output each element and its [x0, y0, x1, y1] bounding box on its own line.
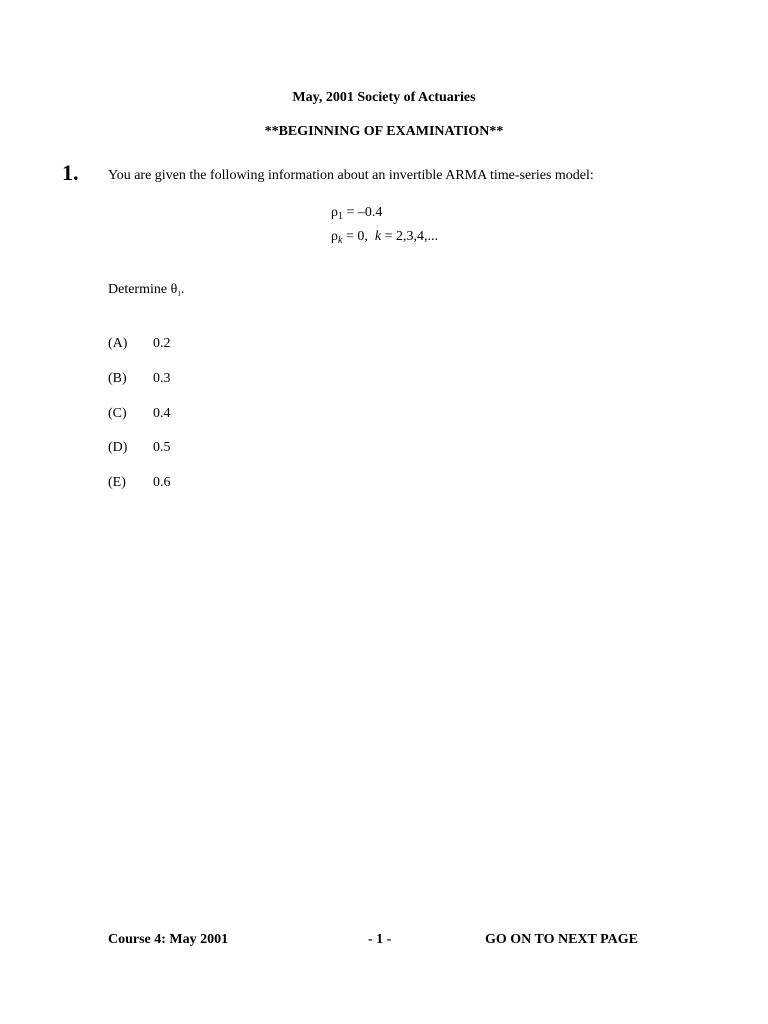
rho-subscript: k: [338, 235, 343, 246]
answer-choice-e: [108, 475, 228, 493]
question-stem: You are given the following information about an invertible ARMA time-series model:: [108, 168, 594, 183]
rho-k-value: = 0,: [342, 229, 375, 244]
choice-letter: (C): [108, 406, 127, 421]
choice-letter: (A): [108, 336, 128, 351]
choice-value: 0.4: [153, 406, 171, 421]
footer-next-page: GO ON TO NEXT PAGE: [485, 932, 638, 947]
rho-symbol: ρ: [331, 205, 338, 220]
choice-value: 0.3: [153, 371, 171, 386]
given-rho-1: [331, 205, 382, 222]
determine-text: Determine: [108, 282, 171, 297]
answer-choice-a: [108, 336, 228, 354]
page-title: May, 2001 Society of Actuaries: [292, 90, 476, 105]
theta-symbol: θ: [170, 282, 178, 297]
determine-end: .: [180, 282, 185, 297]
choice-letter: (E): [108, 475, 126, 490]
answer-choice-b: [108, 371, 228, 389]
choice-letter: (D): [108, 440, 128, 455]
choice-value: 0.2: [153, 336, 171, 351]
rho-subscript: 1: [338, 211, 343, 222]
rho-symbol: ρ: [331, 229, 338, 244]
choice-value: 0.6: [153, 475, 171, 490]
k-variable: k: [374, 229, 382, 244]
given-rho-k: [331, 229, 438, 246]
exam-banner: **BEGINNING OF EXAMINATION**: [264, 124, 504, 139]
k-range: = 2,3,4,...: [381, 229, 438, 244]
choice-value: 0.5: [153, 440, 171, 455]
rho-1-value: = –0.4: [343, 205, 383, 220]
determine-prompt: [108, 282, 184, 298]
footer-course: Course 4: May 2001: [108, 932, 229, 947]
answer-choice-c: [108, 406, 228, 424]
choice-letter: (B): [108, 371, 127, 386]
answer-choice-d: [108, 440, 228, 458]
footer-page-number: - 1 -: [368, 932, 392, 947]
theta-subscript: 1: [177, 290, 181, 298]
question-number: 1.: [62, 160, 79, 185]
